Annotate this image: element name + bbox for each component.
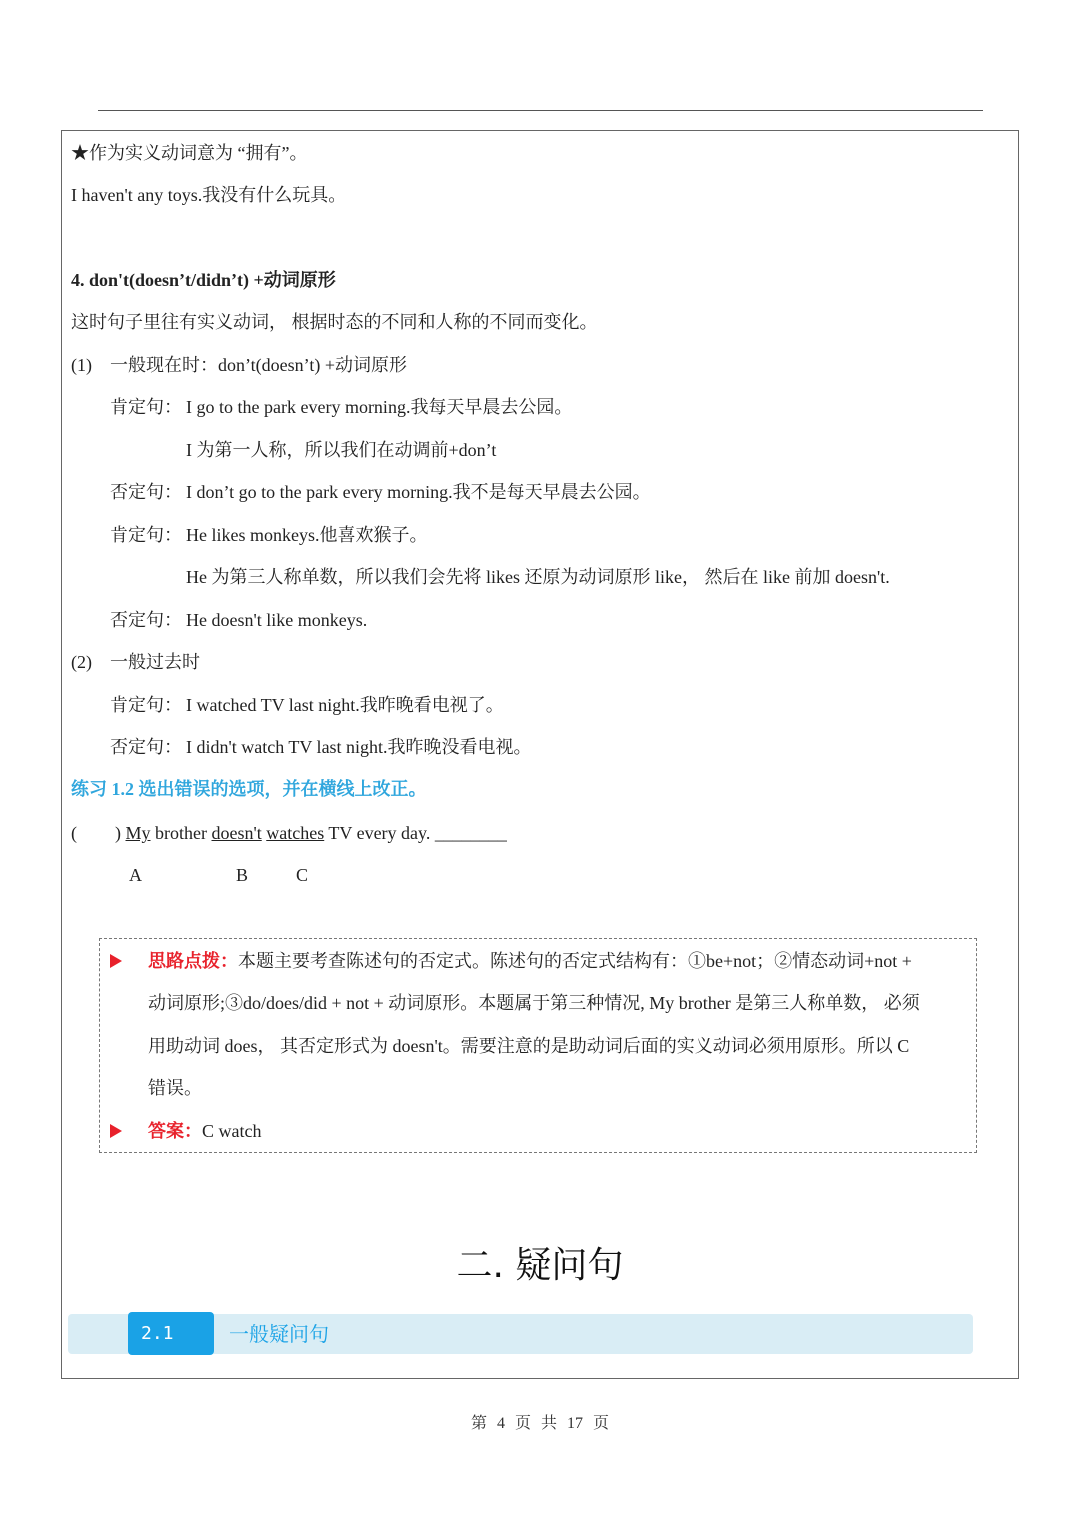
analysis-line-2: 动词原形;③do/does/did + not + 动词原形。本题属于第三种情况, My brother 是第三人称单数， 必须 <box>148 993 920 1013</box>
item1-number: (1) <box>71 355 92 375</box>
rule4-description: 这时句子里往有实义动词， 根据时态的不同和人称的不同而变化。 <box>71 312 598 332</box>
negative-example: I don’t go to the park every morning.我不是每天早晨去公园。 <box>186 482 651 502</box>
arrow-icon <box>110 954 122 968</box>
page-footer: 第 4 页 共 17 页 <box>470 1415 609 1432</box>
option-a-marker: A <box>129 865 142 885</box>
affirmative-label: 肯定句： <box>110 695 182 715</box>
option-a-word: My <box>125 823 151 843</box>
option-c-marker: C <box>296 865 309 885</box>
question-paren-close: ) <box>115 823 121 843</box>
negative-example: He doesn't like monkeys. <box>186 610 368 630</box>
answer-text: C watch <box>202 1121 262 1141</box>
arrow-icon <box>110 1124 122 1138</box>
affirmative-example: I watched TV last night.我昨晚看电视了。 <box>186 695 504 715</box>
subsection-title: 一般疑问句 <box>229 1322 329 1346</box>
option-b-marker: B <box>236 865 249 885</box>
option-c-word: watches <box>266 823 325 843</box>
item1-label: 一般现在时：don’t(doesn’t) +动词原形 <box>110 355 407 375</box>
header-rule <box>98 110 983 111</box>
item2-number: (2) <box>71 652 92 672</box>
analysis-line-3: 用助动词 does， 其否定形式为 doesn't。需要注意的是助动词后面的实义动词必须用原形。所以 C <box>148 1036 910 1056</box>
analysis-line-4: 错误。 <box>148 1078 202 1098</box>
question-paren-open: ( <box>71 823 77 843</box>
negative-label: 否定句： <box>110 482 182 502</box>
question-text: brother <box>150 823 212 843</box>
option-b-word: doesn't <box>211 823 262 843</box>
analysis-label: 思路点拨： <box>148 951 238 971</box>
analysis-text: 本题主要考查陈述句的否定式。陈述句的否定式结构有：①be+not；②情态动词+not + <box>238 951 912 971</box>
rule4-title: 4. don't(doesn’t/didn’t) +动词原形 <box>71 270 336 290</box>
item2-label: 一般过去时 <box>110 652 200 672</box>
affirmative-label: 肯定句： <box>110 525 182 545</box>
affirmative-example: He likes monkeys.他喜欢猴子。 <box>186 525 428 545</box>
negative-label: 否定句： <box>110 737 182 757</box>
explanation-note: He 为第三人称单数，所以我们会先将 likes 还原为动词原形 like， 然后在 like 前加 doesn't. <box>186 567 890 587</box>
example-toys: I haven't any toys.我没有什么玩具。 <box>71 185 347 205</box>
negative-label: 否定句： <box>110 610 182 630</box>
practice-title: 练习 1.2 选出错误的选项，并在横线上改正。 <box>71 779 427 799</box>
analysis-line-1 <box>148 949 912 973</box>
answer-blank: TV every day. ________ <box>324 823 507 843</box>
star-heading: ★作为实义动词意为 “拥有”。 <box>71 143 308 163</box>
affirmative-label: 肯定句： <box>110 397 182 417</box>
answer-line <box>148 1119 261 1143</box>
affirmative-example: I go to the park every morning.我每天早晨去公园。 <box>186 397 573 417</box>
subsection-number-badge: 2.1 <box>128 1312 214 1355</box>
explanation-note: I 为第一人称，所以我们在动调前+don’t <box>186 440 497 460</box>
question-sentence <box>115 821 507 845</box>
section-title: 二. 疑问句 <box>456 1245 624 1286</box>
answer-label: 答案： <box>148 1121 202 1141</box>
negative-example: I didn't watch TV last night.我昨晚没看电视。 <box>186 737 532 757</box>
